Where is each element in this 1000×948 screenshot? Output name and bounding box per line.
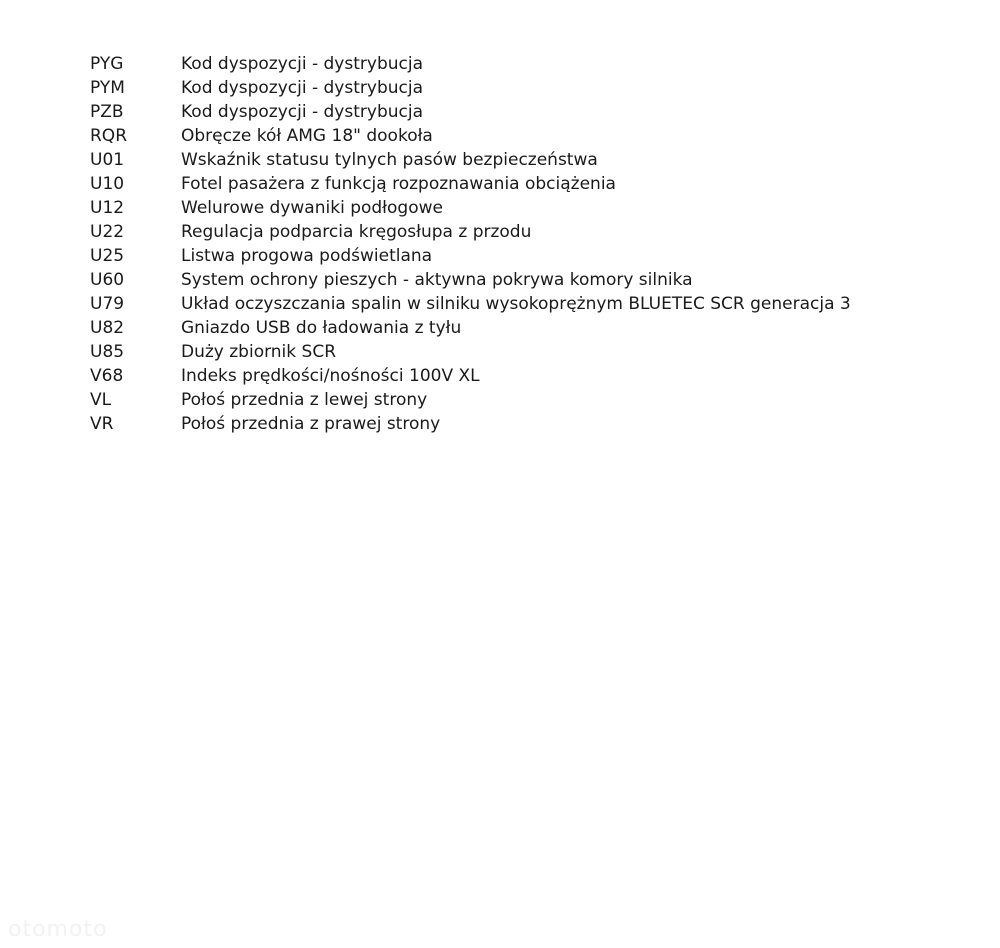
- option-description: Wskaźnik statusu tylnych pasów bezpieczeństwa: [181, 150, 598, 170]
- option-row: [90, 172, 970, 196]
- option-row: [90, 124, 970, 148]
- option-row: [90, 220, 970, 244]
- option-description: Układ oczyszczania spalin w silniku wysokoprężnym BLUETEC SCR generacja 3: [181, 294, 851, 314]
- option-description: Połoś przednia z prawej strony: [181, 414, 441, 434]
- option-description: Kod dyspozycji - dystrybucja: [181, 54, 423, 74]
- option-description: Regulacja podparcia kręgosłupa z przodu: [181, 222, 532, 242]
- option-description: Welurowe dywaniki podłogowe: [181, 198, 443, 218]
- option-code: VL: [90, 390, 112, 410]
- option-description: Indeks prędkości/nośności 100V XL: [181, 366, 480, 386]
- option-code: U82: [90, 318, 125, 338]
- option-row: [90, 340, 970, 364]
- option-description: Kod dyspozycji - dystrybucja: [181, 102, 423, 122]
- option-code: V68: [90, 366, 124, 386]
- option-code: PYM: [90, 78, 125, 98]
- option-row: [90, 412, 970, 436]
- options-list: [90, 52, 970, 436]
- option-row: [90, 268, 970, 292]
- option-row: [90, 292, 970, 316]
- option-code: U85: [90, 342, 125, 362]
- option-code: U60: [90, 270, 125, 290]
- watermark: otomoto: [8, 917, 108, 942]
- option-code: U12: [90, 198, 125, 218]
- option-description: Połoś przednia z lewej strony: [181, 390, 428, 410]
- option-description: Kod dyspozycji - dystrybucja: [181, 78, 423, 98]
- option-description: Fotel pasażera z funkcją rozpoznawania obciążenia: [181, 174, 616, 194]
- option-description: System ochrony pieszych - aktywna pokrywa komory silnika: [181, 270, 693, 290]
- option-description: Gniazdo USB do ładowania z tyłu: [181, 318, 462, 338]
- option-code: PYG: [90, 54, 124, 74]
- option-code: U22: [90, 222, 125, 242]
- option-code: U10: [90, 174, 125, 194]
- option-row: [90, 100, 970, 124]
- option-row: [90, 364, 970, 388]
- option-row: [90, 76, 970, 100]
- option-code: U01: [90, 150, 125, 170]
- option-code: PZB: [90, 102, 124, 122]
- option-description: Duży zbiornik SCR: [181, 342, 337, 362]
- option-row: [90, 52, 970, 76]
- option-description: Obręcze kół AMG 18" dookoła: [181, 126, 433, 146]
- option-row: [90, 148, 970, 172]
- option-row: [90, 244, 970, 268]
- option-row: [90, 196, 970, 220]
- option-code: U25: [90, 246, 125, 266]
- option-code: RQR: [90, 126, 128, 146]
- option-code: U79: [90, 294, 125, 314]
- option-description: Listwa progowa podświetlana: [181, 246, 433, 266]
- option-code: VR: [90, 414, 114, 434]
- option-row: [90, 388, 970, 412]
- option-row: [90, 316, 970, 340]
